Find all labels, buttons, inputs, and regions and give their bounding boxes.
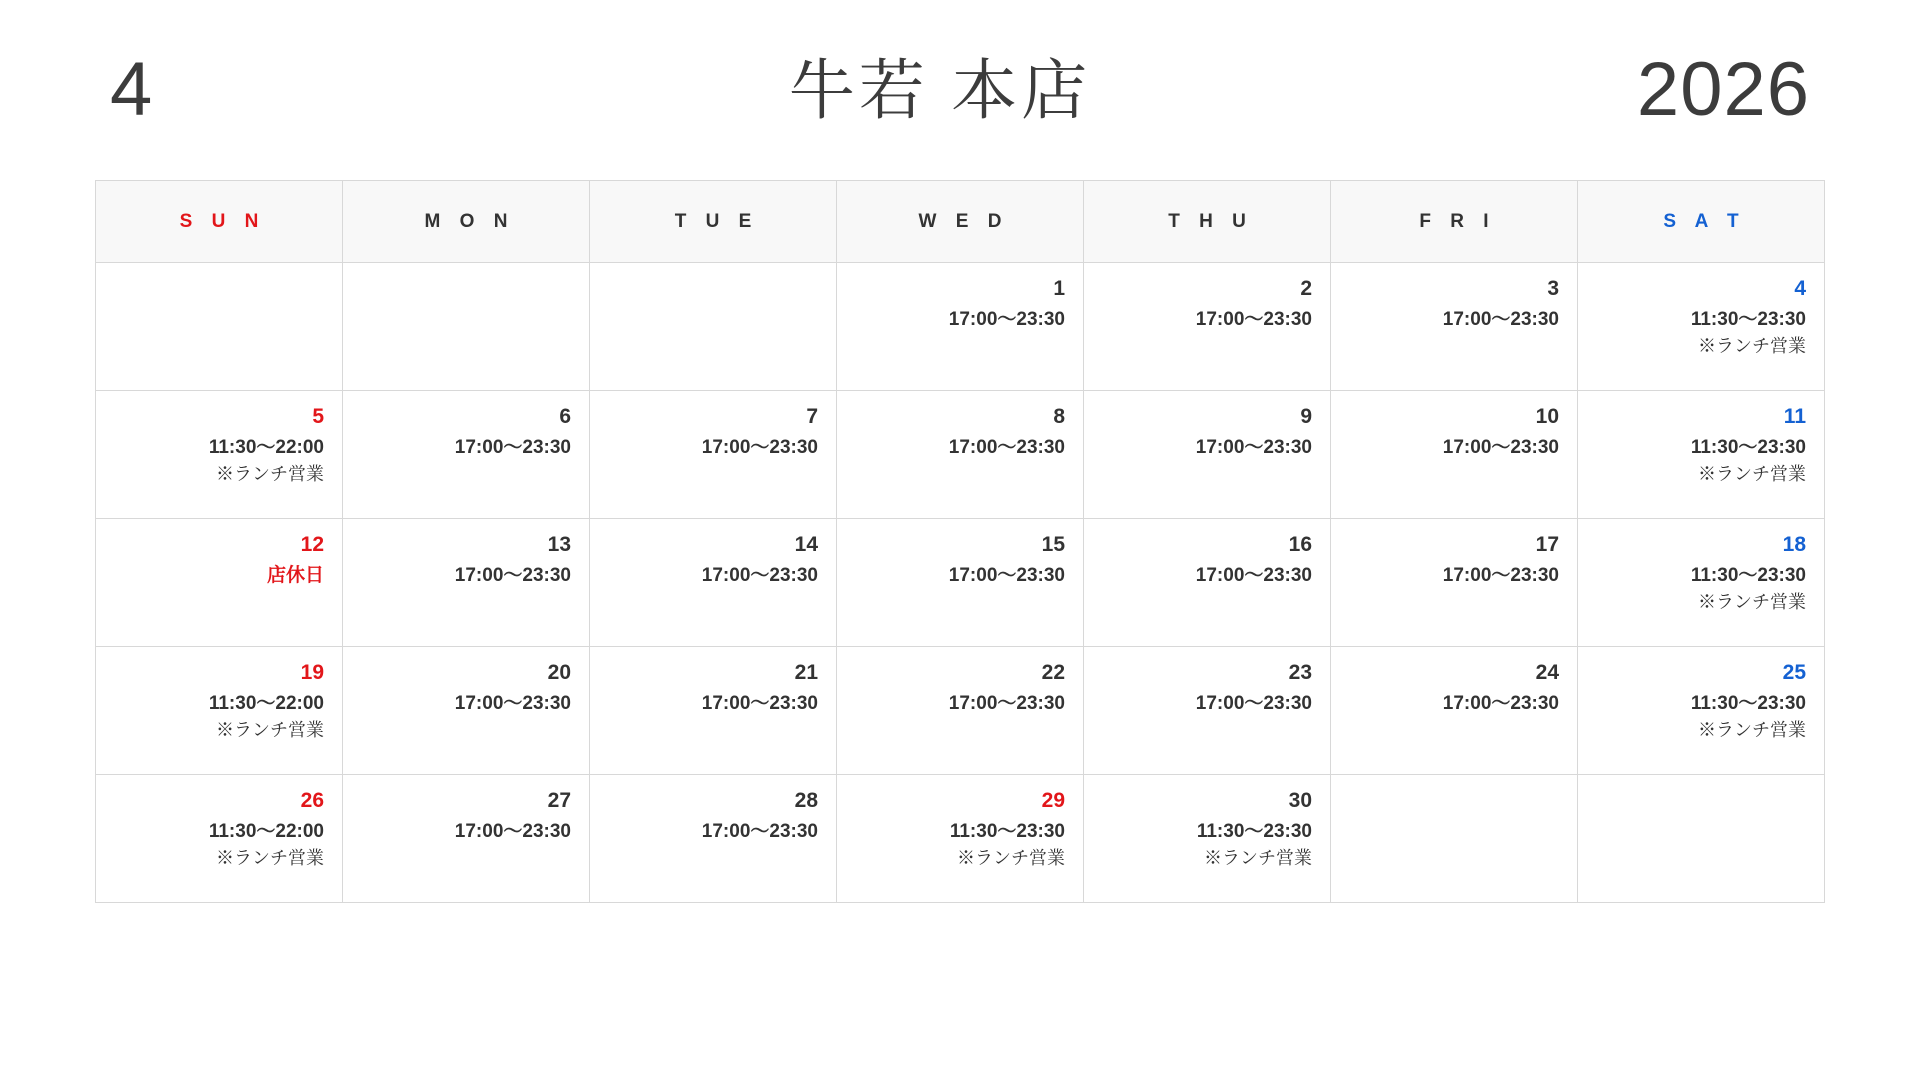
day-number: 2 bbox=[1300, 277, 1312, 300]
business-hours: 17:00〜23:30 bbox=[701, 437, 818, 459]
calendar-day-cell[interactable] bbox=[343, 391, 590, 519]
day-number: 1 bbox=[1053, 277, 1065, 300]
calendar-week-row bbox=[96, 519, 1825, 647]
business-hours: 17:00〜23:30 bbox=[948, 693, 1065, 715]
calendar-day-cell[interactable] bbox=[590, 647, 837, 775]
lunch-note: ※ランチ営業 bbox=[216, 463, 324, 484]
day-number: 9 bbox=[1300, 405, 1312, 428]
business-hours: 11:30〜23:30 bbox=[1690, 437, 1806, 459]
day-number: 13 bbox=[547, 533, 571, 556]
calendar-day-cell[interactable] bbox=[1084, 391, 1331, 519]
day-number: 30 bbox=[1288, 789, 1312, 812]
business-hours: 17:00〜23:30 bbox=[454, 821, 571, 843]
calendar-table bbox=[95, 180, 1825, 903]
day-number: 4 bbox=[1794, 277, 1806, 300]
calendar-day-cell[interactable] bbox=[96, 519, 343, 647]
page-title: 牛若 本店 bbox=[788, 53, 1092, 127]
business-hours: 17:00〜23:30 bbox=[701, 565, 818, 587]
calendar-week-row bbox=[96, 647, 1825, 775]
calendar-week-row bbox=[96, 391, 1825, 519]
business-hours: 17:00〜23:30 bbox=[454, 565, 571, 587]
day-number: 23 bbox=[1288, 661, 1312, 684]
calendar-day-cell[interactable] bbox=[1084, 647, 1331, 775]
weekday-header-sun: S U N bbox=[96, 181, 343, 263]
weekday-header-wed: W E D bbox=[837, 181, 1084, 263]
day-number: 22 bbox=[1041, 661, 1065, 684]
business-hours: 11:30〜23:30 bbox=[1690, 565, 1806, 587]
calendar-day-cell[interactable] bbox=[837, 263, 1084, 391]
day-number: 7 bbox=[806, 405, 818, 428]
business-hours: 17:00〜23:30 bbox=[1442, 437, 1559, 459]
day-number: 15 bbox=[1041, 533, 1065, 556]
calendar-day-cell[interactable] bbox=[590, 391, 837, 519]
calendar-day-cell[interactable] bbox=[837, 519, 1084, 647]
lunch-note: ※ランチ営業 bbox=[1698, 335, 1806, 356]
weekday-header-mon: M O N bbox=[343, 181, 590, 263]
business-hours: 17:00〜23:30 bbox=[1195, 565, 1312, 587]
day-number: 26 bbox=[300, 789, 324, 812]
business-hours: 17:00〜23:30 bbox=[1195, 693, 1312, 715]
calendar-empty-cell bbox=[96, 263, 343, 391]
business-hours: 17:00〜23:30 bbox=[1195, 309, 1312, 331]
business-hours: 11:30〜23:30 bbox=[949, 821, 1065, 843]
business-hours: 17:00〜23:30 bbox=[701, 693, 818, 715]
calendar-day-cell[interactable] bbox=[837, 391, 1084, 519]
business-hours: 11:30〜22:00 bbox=[208, 437, 324, 459]
day-number: 28 bbox=[794, 789, 818, 812]
business-hours: 11:30〜23:30 bbox=[1690, 309, 1806, 331]
day-number: 21 bbox=[794, 661, 818, 684]
lunch-note: ※ランチ営業 bbox=[1698, 719, 1806, 740]
day-number: 12 bbox=[300, 533, 324, 556]
calendar-week-row bbox=[96, 263, 1825, 391]
page-header bbox=[0, 0, 1920, 180]
year-number: 2026 bbox=[1636, 47, 1810, 132]
calendar-day-cell[interactable] bbox=[1084, 775, 1331, 903]
lunch-note: ※ランチ営業 bbox=[1204, 847, 1312, 868]
day-number: 5 bbox=[312, 405, 324, 428]
calendar-day-cell[interactable] bbox=[1331, 519, 1578, 647]
calendar-day-cell[interactable] bbox=[1578, 263, 1825, 391]
calendar-empty-cell bbox=[590, 263, 837, 391]
calendar-day-cell[interactable] bbox=[1084, 263, 1331, 391]
calendar-day-cell[interactable] bbox=[96, 647, 343, 775]
calendar-week-row bbox=[96, 775, 1825, 903]
business-hours: 17:00〜23:30 bbox=[1442, 693, 1559, 715]
business-hours: 11:30〜22:00 bbox=[208, 693, 324, 715]
calendar-header-row bbox=[96, 181, 1825, 263]
day-number: 10 bbox=[1535, 405, 1559, 428]
calendar-day-cell[interactable] bbox=[837, 647, 1084, 775]
weekday-header-tue: T U E bbox=[590, 181, 837, 263]
day-number: 6 bbox=[559, 405, 571, 428]
day-number: 17 bbox=[1535, 533, 1559, 556]
closed-label: 店休日 bbox=[266, 565, 324, 587]
calendar-day-cell[interactable] bbox=[590, 519, 837, 647]
business-hours: 17:00〜23:30 bbox=[1195, 437, 1312, 459]
day-number: 14 bbox=[794, 533, 818, 556]
day-number: 27 bbox=[547, 789, 571, 812]
calendar-empty-cell bbox=[1578, 775, 1825, 903]
weekday-header-thu: T H U bbox=[1084, 181, 1331, 263]
calendar-day-cell[interactable] bbox=[1578, 391, 1825, 519]
calendar-day-cell[interactable] bbox=[343, 519, 590, 647]
lunch-note: ※ランチ営業 bbox=[1698, 591, 1806, 612]
business-hours: 17:00〜23:30 bbox=[1442, 565, 1559, 587]
business-hours: 17:00〜23:30 bbox=[948, 309, 1065, 331]
business-hours: 17:00〜23:30 bbox=[454, 693, 571, 715]
business-hours: 11:30〜23:30 bbox=[1690, 693, 1806, 715]
day-number: 25 bbox=[1782, 661, 1806, 684]
business-hours: 17:00〜23:30 bbox=[948, 437, 1065, 459]
calendar-day-cell[interactable] bbox=[837, 775, 1084, 903]
day-number: 3 bbox=[1547, 277, 1559, 300]
calendar-day-cell[interactable] bbox=[1578, 647, 1825, 775]
calendar-day-cell[interactable] bbox=[1578, 519, 1825, 647]
business-hours: 11:30〜23:30 bbox=[1196, 821, 1312, 843]
lunch-note: ※ランチ営業 bbox=[1698, 463, 1806, 484]
business-hours: 17:00〜23:30 bbox=[1442, 309, 1559, 331]
calendar-day-cell[interactable] bbox=[96, 775, 343, 903]
day-number: 29 bbox=[1041, 789, 1065, 812]
calendar-day-cell[interactable] bbox=[343, 647, 590, 775]
month-number: 4 bbox=[110, 47, 153, 132]
lunch-note: ※ランチ営業 bbox=[216, 847, 324, 868]
business-hours: 17:00〜23:30 bbox=[701, 821, 818, 843]
day-number: 8 bbox=[1053, 405, 1065, 428]
day-number: 20 bbox=[547, 661, 571, 684]
calendar-day-cell[interactable] bbox=[343, 775, 590, 903]
business-hours: 17:00〜23:30 bbox=[454, 437, 571, 459]
weekday-header-sat: S A T bbox=[1578, 181, 1825, 263]
day-number: 19 bbox=[300, 661, 324, 684]
calendar-day-cell[interactable] bbox=[1331, 647, 1578, 775]
lunch-note: ※ランチ営業 bbox=[957, 847, 1065, 868]
calendar-day-cell[interactable] bbox=[1084, 519, 1331, 647]
calendar-body bbox=[96, 263, 1825, 903]
calendar-day-cell[interactable] bbox=[590, 775, 837, 903]
weekday-header-fri: F R I bbox=[1331, 181, 1578, 263]
calendar-empty-cell bbox=[343, 263, 590, 391]
lunch-note: ※ランチ営業 bbox=[216, 719, 324, 740]
calendar-day-cell[interactable] bbox=[96, 391, 343, 519]
day-number: 24 bbox=[1535, 661, 1559, 684]
calendar-empty-cell bbox=[1331, 775, 1578, 903]
day-number: 11 bbox=[1783, 405, 1806, 428]
day-number: 18 bbox=[1782, 533, 1806, 556]
calendar-day-cell[interactable] bbox=[1331, 391, 1578, 519]
business-hours: 11:30〜22:00 bbox=[208, 821, 324, 843]
calendar-day-cell[interactable] bbox=[1331, 263, 1578, 391]
day-number: 16 bbox=[1288, 533, 1312, 556]
business-hours: 17:00〜23:30 bbox=[948, 565, 1065, 587]
